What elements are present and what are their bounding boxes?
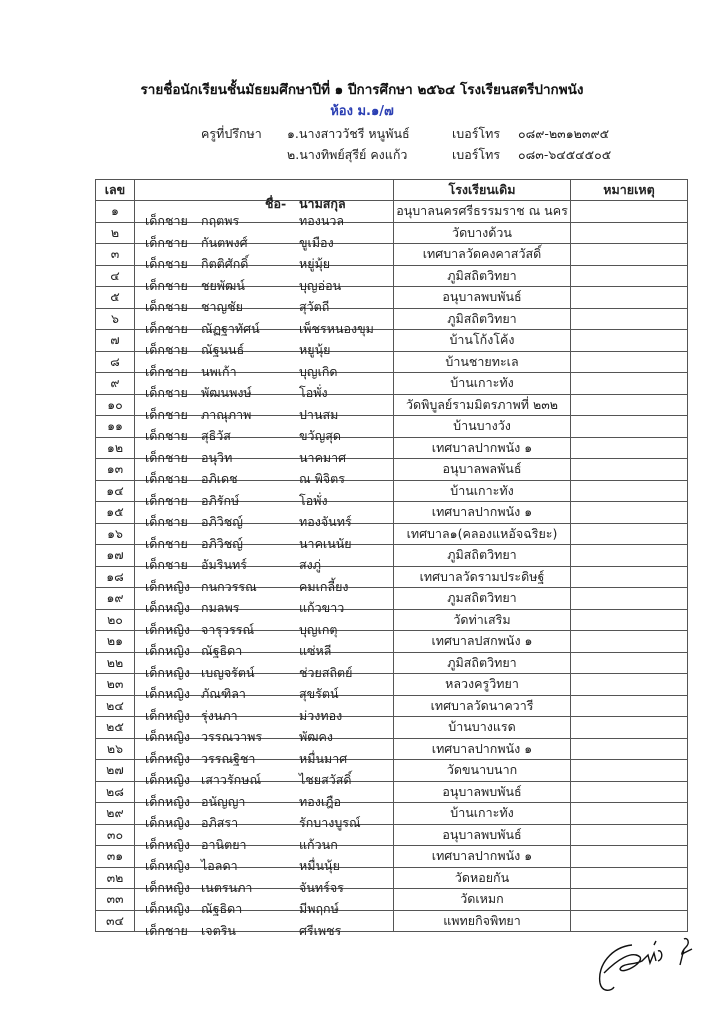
row-remark: [571, 437, 688, 459]
row-last-name: จันทร์จร: [299, 879, 344, 895]
row-no: ๓๒: [96, 867, 135, 889]
row-school: บ้านเกาะทัง: [394, 480, 571, 502]
row-first-name: อภิสรา: [201, 815, 239, 831]
row-last-name: สงภู่: [299, 557, 321, 573]
table-row: [96, 631, 688, 653]
signature-icon: [592, 935, 712, 995]
row-school: วัดท่าเสริม: [394, 609, 571, 631]
table-row: [96, 588, 688, 610]
row-prefix: เด็กชาย: [145, 514, 188, 530]
row-name: [135, 824, 394, 852]
row-remark: [571, 222, 688, 244]
row-first-name: อัมรินทร์: [201, 557, 247, 573]
row-last-name: แซ่หลี: [299, 643, 332, 659]
table-row: [96, 394, 688, 416]
row-last-name: ม่วงทอง: [299, 707, 343, 723]
row-remark: [571, 695, 688, 717]
row-name: [135, 695, 394, 723]
row-no: ๖: [96, 308, 135, 330]
row-no: ๒๕: [96, 717, 135, 739]
row-prefix: เด็กหญิง: [145, 750, 190, 766]
row-name: [135, 652, 394, 680]
row-last-name: โอพั่ง: [299, 492, 328, 508]
row-name: [135, 265, 394, 293]
row-school: อนุบาลนครศรีธรรมราช ณ นคร: [394, 201, 571, 223]
row-name: [135, 480, 394, 508]
row-school: ภูมสถิตวิทยา: [394, 588, 571, 610]
row-name: [135, 588, 394, 616]
row-remark: [571, 308, 688, 330]
row-school: เทศบาลปากพนัง ๑: [394, 738, 571, 760]
row-no: ๑๗: [96, 545, 135, 567]
row-prefix: เด็กหญิง: [145, 879, 190, 895]
table-row: [96, 545, 688, 567]
row-school: เทศบาลปากพนัง ๑: [394, 437, 571, 459]
row-first-name: พัฒนพงษ์: [201, 385, 252, 401]
table-row: [96, 910, 688, 932]
row-remark: [571, 373, 688, 395]
row-first-name: นพเก้า: [201, 363, 237, 379]
row-first-name: ชาญชัย: [201, 299, 243, 315]
row-name: [135, 330, 394, 358]
advisor-label: ครูที่ปรึกษา: [201, 126, 262, 141]
row-first-name: กนกวรรณ: [201, 578, 257, 594]
row-prefix: เด็กชาย: [145, 320, 188, 336]
row-last-name: ปานสม: [299, 406, 339, 422]
row-school: บ้านบางวัง: [394, 416, 571, 438]
row-no: ๓: [96, 244, 135, 266]
header-no: เลข: [96, 180, 135, 201]
row-remark: [571, 738, 688, 760]
row-last-name: ทองนวล: [299, 213, 345, 229]
table-row: [96, 222, 688, 244]
row-last-name: หยู่มุ้ย: [299, 256, 331, 272]
row-school: เทศบาลปากพนัง ๑: [394, 502, 571, 524]
row-remark: [571, 910, 688, 932]
row-first-name: กฤตพร: [201, 213, 240, 229]
row-first-name: ชยพัฒน์: [201, 277, 245, 293]
row-remark: [571, 867, 688, 889]
advisor-2-phone-label: เบอร์โทร: [452, 147, 501, 162]
header-first: ชื่อ-: [265, 196, 287, 211]
row-no: ๑๔: [96, 480, 135, 502]
row-last-name: บุญเกตุ: [299, 621, 338, 637]
row-school: เทศบาลปสกพนัง ๑: [394, 631, 571, 653]
row-last-name: ทองเฎือ: [299, 793, 342, 809]
row-school: ภูมิสถิตวิทยา: [394, 265, 571, 287]
row-first-name: ณัฐนนธ์: [201, 342, 245, 358]
row-first-name: เนตรนภา: [201, 879, 253, 895]
row-prefix: เด็กชาย: [145, 385, 188, 401]
table-body: [96, 201, 688, 938]
row-name: [135, 523, 394, 551]
row-remark: [571, 545, 688, 567]
row-no: ๑: [96, 201, 135, 223]
row-no: ๒๙: [96, 803, 135, 825]
row-prefix: เด็กหญิง: [145, 815, 190, 831]
row-prefix: เด็กชาย: [145, 922, 188, 938]
row-school: วัดขนาบนาก: [394, 760, 571, 782]
row-remark: [571, 781, 688, 803]
header-last: นามสกุล: [299, 196, 346, 211]
row-name: [135, 867, 394, 895]
row-school: ภูมิสถิตวิทยา: [394, 545, 571, 567]
row-last-name: คมเกลี้ยง: [299, 578, 349, 594]
row-first-name: วรรณฐิชา: [201, 750, 256, 766]
table-row: [96, 480, 688, 502]
row-no: ๒: [96, 222, 135, 244]
row-last-name: หมื่นนุ้ย: [299, 858, 340, 874]
row-prefix: เด็กหญิง: [145, 578, 190, 594]
row-prefix: เด็กชาย: [145, 342, 188, 358]
header-name: [135, 180, 394, 211]
row-first-name: อภิเดช: [201, 471, 238, 487]
row-name: [135, 351, 394, 379]
row-remark: [571, 566, 688, 588]
row-first-name: สุธิวัส: [201, 428, 231, 444]
row-no: ๑๒: [96, 437, 135, 459]
row-remark: [571, 351, 688, 373]
table-row: [96, 889, 688, 911]
row-name: [135, 910, 394, 938]
row-first-name: อภิวิชญ์: [201, 535, 243, 551]
row-no: ๘: [96, 351, 135, 373]
row-school: วัดเหมก: [394, 889, 571, 911]
row-remark: [571, 760, 688, 782]
row-first-name: เจตริน: [201, 922, 236, 938]
row-no: ๒๘: [96, 781, 135, 803]
row-no: ๓๐: [96, 824, 135, 846]
row-first-name: กิตติศักดิ์: [201, 256, 249, 272]
table-row: [96, 244, 688, 266]
row-first-name: อนัญญา: [201, 793, 246, 809]
row-no: ๑๑: [96, 416, 135, 438]
row-name: [135, 717, 394, 745]
row-prefix: เด็กชาย: [145, 213, 188, 229]
row-no: ๒๔: [96, 695, 135, 717]
table-row: [96, 265, 688, 287]
table-row: [96, 351, 688, 373]
row-prefix: เด็กหญิง: [145, 901, 190, 917]
row-name: [135, 781, 394, 809]
row-no: ๑๐: [96, 394, 135, 416]
row-prefix: เด็กชาย: [145, 256, 188, 272]
row-name: [135, 760, 394, 788]
row-prefix: เด็กชาย: [145, 406, 188, 422]
row-prefix: เด็กชาย: [145, 428, 188, 444]
row-prefix: เด็กหญิง: [145, 858, 190, 874]
row-first-name: อนุวิท: [201, 449, 233, 465]
row-name: [135, 631, 394, 659]
row-no: ๑๖: [96, 523, 135, 545]
row-remark: [571, 652, 688, 674]
document-title: รายชื่อนักเรียนชั้นมัธยมศึกษาปีที่ ๑ ปีการศึกษา ๒๕๖๔ โรงเรียนสตรีปากพนัง: [140, 82, 584, 98]
row-remark: [571, 265, 688, 287]
table-row: [96, 502, 688, 524]
table-row: [96, 738, 688, 760]
row-remark: [571, 846, 688, 868]
row-name: [135, 416, 394, 444]
row-no: ๔: [96, 265, 135, 287]
student-table: [95, 179, 688, 938]
row-school: บ้านเกาะทัง: [394, 373, 571, 395]
row-no: ๓๔: [96, 910, 135, 932]
row-remark: [571, 244, 688, 266]
row-remark: [571, 502, 688, 524]
row-last-name: โอพั่ง: [299, 385, 328, 401]
row-school: อนุบาลพลพันธ์: [394, 459, 571, 481]
row-name: [135, 394, 394, 422]
row-name: [135, 889, 394, 917]
row-remark: [571, 394, 688, 416]
advisor-1-phone-label: เบอร์โทร: [452, 126, 501, 141]
row-first-name: วรรณวาพร: [201, 729, 263, 745]
row-name: [135, 545, 394, 573]
row-last-name: สุขรัตน์: [299, 686, 339, 702]
row-last-name: ขวัญสุด: [299, 428, 341, 444]
row-name: [135, 459, 394, 487]
row-school: บ้านโก้งโค้ง: [394, 330, 571, 352]
row-prefix: เด็กชาย: [145, 557, 188, 573]
table-row: [96, 201, 688, 223]
table-row: [96, 523, 688, 545]
row-last-name: นาคเนนัย: [299, 535, 352, 551]
row-school: เทศบาลวัดนาควารี: [394, 695, 571, 717]
row-last-name: ทองจันทร์: [299, 514, 352, 530]
row-no: ๒๑: [96, 631, 135, 653]
row-school: ภูมิสถิตวิทยา: [394, 652, 571, 674]
row-school: วัดพิบูลย์รามมิตรภาพที่ ๒๓๒: [394, 394, 571, 416]
row-no: ๗: [96, 330, 135, 352]
table-header-row: [96, 180, 688, 201]
row-last-name: เพ็ชรหนองขุม: [299, 320, 374, 336]
row-first-name: ภัณฑิลา: [201, 686, 246, 702]
row-prefix: เด็กชาย: [145, 234, 188, 250]
row-no: ๑๕: [96, 502, 135, 524]
table-row: [96, 824, 688, 846]
row-first-name: จารุวรรณ์: [201, 621, 255, 637]
row-school: วัดบางด้วน: [394, 222, 571, 244]
table-row: [96, 652, 688, 674]
table-row: [96, 459, 688, 481]
row-last-name: สุวัตถี: [299, 299, 330, 315]
table-row: [96, 308, 688, 330]
row-last-name: ณ พิจิตร: [299, 471, 345, 487]
row-last-name: ไชยสวัสดิ์: [299, 772, 352, 788]
row-no: ๒๐: [96, 609, 135, 631]
table-row: [96, 760, 688, 782]
row-remark: [571, 717, 688, 739]
row-remark: [571, 523, 688, 545]
row-remark: [571, 889, 688, 911]
row-last-name: บุญเกิด: [299, 363, 338, 379]
row-school: แพทยกิจพิทยา: [394, 910, 571, 932]
row-first-name: กมลพร: [201, 600, 240, 616]
advisor-1-name: ๑.นางสาววัชรี หนูพันธ์: [287, 126, 410, 141]
row-no: ๑๙: [96, 588, 135, 610]
row-prefix: เด็กหญิง: [145, 686, 190, 702]
row-remark: [571, 201, 688, 223]
row-first-name: ภาณุภาพ: [201, 406, 252, 422]
row-school: เทศบาล๑(คลองแหอัจฉริยะ): [394, 523, 571, 545]
row-prefix: เด็กชาย: [145, 277, 188, 293]
row-name: [135, 437, 394, 465]
row-name: [135, 674, 394, 702]
table-row: [96, 437, 688, 459]
row-first-name: อภิวิชญ์: [201, 514, 243, 530]
header-remark: หมายเหตุ: [571, 180, 688, 201]
row-remark: [571, 459, 688, 481]
row-first-name: เสาวรักษณ์: [201, 772, 262, 788]
row-first-name: อภิรักษ์: [201, 492, 240, 508]
row-prefix: เด็กหญิง: [145, 707, 190, 723]
row-name: [135, 244, 394, 272]
row-no: ๙: [96, 373, 135, 395]
advisor-1-phone: ๐๘๙-๒๓๑๒๓๙๕: [518, 126, 610, 141]
row-remark: [571, 803, 688, 825]
row-prefix: เด็กชาย: [145, 471, 188, 487]
row-remark: [571, 330, 688, 352]
row-name: [135, 738, 394, 766]
row-name: [135, 846, 394, 874]
row-school: เทศบาลวัดรามประดิษฐ์: [394, 566, 571, 588]
row-name: [135, 502, 394, 530]
advisor-2-name: ๒.นางทิพย์สุรีย์ คงแก้ว: [287, 147, 408, 162]
row-prefix: เด็กหญิง: [145, 793, 190, 809]
row-no: ๒๒: [96, 652, 135, 674]
row-last-name: มีพฤกษ์: [299, 901, 339, 917]
row-name: [135, 287, 394, 315]
row-school: บ้านบางแรด: [394, 717, 571, 739]
row-last-name: รักบางบูรณ์: [299, 815, 361, 831]
row-last-name: หมื่นมาศ: [299, 750, 348, 766]
row-remark: [571, 287, 688, 309]
row-name: [135, 609, 394, 637]
row-school: หลวงครูวิทยา: [394, 674, 571, 696]
row-school: บ้านชายทะเล: [394, 351, 571, 373]
row-prefix: เด็กชาย: [145, 449, 188, 465]
row-prefix: เด็กชาย: [145, 363, 188, 379]
row-school: บ้านเกาะทัง: [394, 803, 571, 825]
row-no: ๕: [96, 287, 135, 309]
row-name: [135, 222, 394, 250]
row-first-name: รุ่งนภา: [201, 707, 238, 723]
row-no: ๑๘: [96, 566, 135, 588]
table-row: [96, 416, 688, 438]
row-name: [135, 803, 394, 831]
row-remark: [571, 824, 688, 846]
row-last-name: บุญอ่อน: [299, 277, 342, 293]
row-no: ๓๓: [96, 889, 135, 911]
row-prefix: เด็กหญิง: [145, 643, 190, 659]
row-last-name: ช่วยสถิตย์: [299, 664, 353, 680]
row-remark: [571, 631, 688, 653]
row-no: ๒๗: [96, 760, 135, 782]
row-name: [135, 201, 394, 229]
row-first-name: ไอลดา: [201, 858, 238, 874]
table-row: [96, 609, 688, 631]
row-name: [135, 308, 394, 336]
table-row: [96, 695, 688, 717]
row-remark: [571, 588, 688, 610]
row-last-name: แก้วนก: [299, 836, 338, 852]
row-prefix: เด็กหญิง: [145, 664, 190, 680]
row-prefix: เด็กหญิง: [145, 836, 190, 852]
row-name: [135, 566, 394, 594]
row-prefix: เด็กหญิง: [145, 729, 190, 745]
table-row: [96, 717, 688, 739]
row-no: ๒๓: [96, 674, 135, 696]
row-prefix: เด็กหญิง: [145, 772, 190, 788]
row-first-name: ณัฏฐาทัศน์: [201, 320, 260, 336]
row-prefix: เด็กหญิง: [145, 600, 190, 616]
row-last-name: นาคมาศ: [299, 449, 347, 465]
row-no: ๒๖: [96, 738, 135, 760]
row-first-name: กันตพงศ์: [201, 234, 248, 250]
row-remark: [571, 416, 688, 438]
row-remark: [571, 609, 688, 631]
row-no: ๓๑: [96, 846, 135, 868]
table-row: [96, 330, 688, 352]
row-last-name: ขูเมือง: [299, 234, 334, 250]
row-school: ภูมิสถิตวิทยา: [394, 308, 571, 330]
row-first-name: ณัฐธิดา: [201, 901, 243, 917]
row-remark: [571, 480, 688, 502]
header-school: โรงเรียนเดิม: [394, 180, 571, 201]
row-last-name: พัฒคง: [299, 729, 333, 745]
table-row: [96, 803, 688, 825]
table-row: [96, 373, 688, 395]
row-school: วัดหอยกัน: [394, 867, 571, 889]
row-name: [135, 373, 394, 401]
table-row: [96, 674, 688, 696]
row-school: อนุบาลพบพันธ์: [394, 287, 571, 309]
row-school: อนุบาลพบพันธ์: [394, 824, 571, 846]
row-first-name: เบญจรัตน์: [201, 664, 255, 680]
advisor-2-phone: ๐๘๓-๖๔๕๔๕๐๕: [518, 147, 612, 162]
row-last-name: หยูนุ้ย: [299, 342, 331, 358]
row-last-name: ศรีเพชร: [299, 922, 342, 938]
table-row: [96, 846, 688, 868]
row-remark: [571, 674, 688, 696]
row-first-name: ณัฐธิดา: [201, 643, 243, 659]
class-room: ห้อง ม.๑/๗: [330, 104, 394, 119]
row-prefix: เด็กชาย: [145, 299, 188, 315]
row-school: เทศบาลวัดคงคาสวัสดิ์: [394, 244, 571, 266]
row-prefix: เด็กชาย: [145, 492, 188, 508]
row-no: ๑๓: [96, 459, 135, 481]
table-row: [96, 566, 688, 588]
table-row: [96, 781, 688, 803]
row-prefix: เด็กหญิง: [145, 621, 190, 637]
row-school: อนุบาลพบพันธ์: [394, 781, 571, 803]
table-row: [96, 867, 688, 889]
row-school: เทศบาลปากพนัง ๑: [394, 846, 571, 868]
row-first-name: อานิตยา: [201, 836, 247, 852]
row-last-name: แก้วขาว: [299, 600, 345, 616]
table-row: [96, 287, 688, 309]
row-prefix: เด็กชาย: [145, 535, 188, 551]
